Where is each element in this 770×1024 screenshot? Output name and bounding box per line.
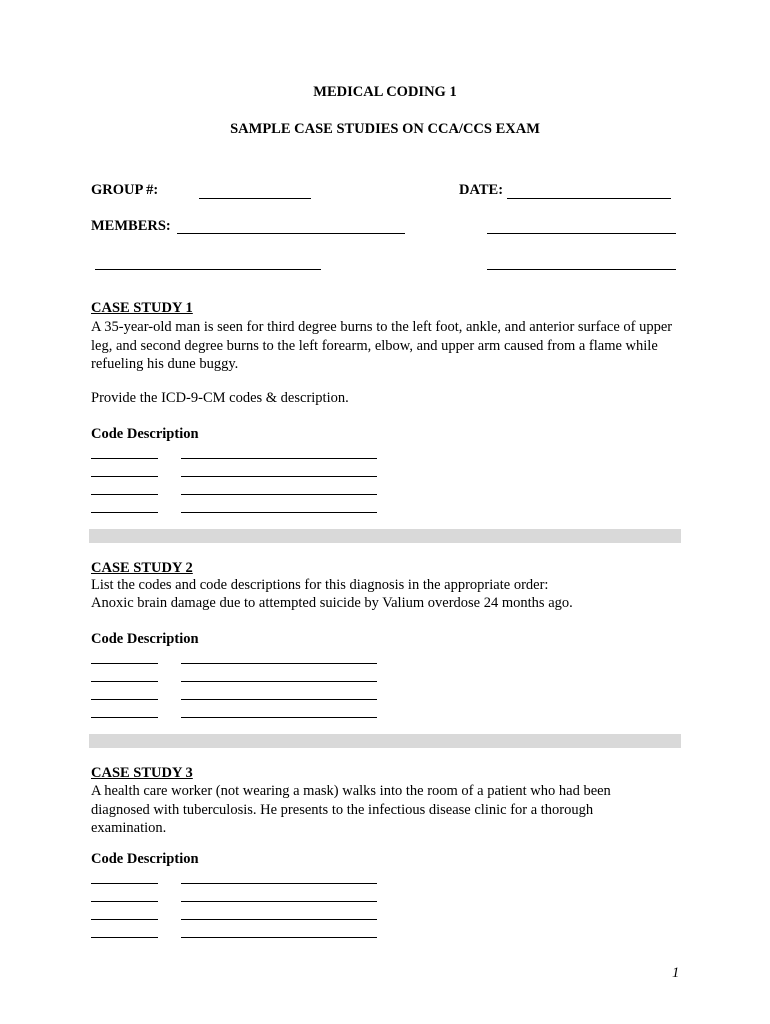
member-field-1[interactable]: [177, 233, 405, 234]
group-field[interactable]: [199, 198, 311, 199]
description-blank: [181, 476, 377, 477]
case-study-1-instruction: Provide the ICD-9-CM codes & description.: [91, 390, 349, 406]
case-study-2-diagnosis: Anoxic brain damage due to attempted suicide by Valium overdose 24 months ago.: [91, 595, 573, 611]
description-blank: [181, 663, 377, 664]
member-field-2[interactable]: [487, 233, 676, 234]
code-row[interactable]: [91, 442, 381, 460]
description-blank: [181, 512, 377, 513]
code-blank: [91, 937, 158, 938]
section-divider: [89, 529, 681, 543]
code-row[interactable]: [91, 496, 381, 514]
code-row[interactable]: [91, 478, 381, 496]
code-blank: [91, 476, 158, 477]
code-blank: [91, 717, 158, 718]
code-blank: [91, 494, 158, 495]
description-blank: [181, 458, 377, 459]
document-subtitle: SAMPLE CASE STUDIES ON CCA/CCS EXAM: [230, 121, 540, 137]
code-row[interactable]: [91, 701, 381, 719]
description-blank: [181, 699, 377, 700]
case-study-3-heading: CASE STUDY 3: [91, 765, 193, 781]
case-study-2-heading: CASE STUDY 2: [91, 560, 193, 576]
code-blank: [91, 458, 158, 459]
code-row[interactable]: [91, 921, 381, 939]
description-blank: [181, 901, 377, 902]
case-study-3-text: A health care worker (not wearing a mask) walks into the room of a patient who had been diagnosed with tuberculosis. He presents to the infectious disease clinic for a thorough examination.: [91, 783, 611, 836]
description-blank: [181, 937, 377, 938]
member-field-3[interactable]: [95, 269, 321, 270]
code-blank: [91, 901, 158, 902]
code-row[interactable]: [91, 885, 381, 903]
code-row[interactable]: [91, 683, 381, 701]
code-blank: [91, 883, 158, 884]
code-row[interactable]: [91, 647, 381, 665]
group-label: GROUP #:: [91, 182, 159, 198]
code-row[interactable]: [91, 867, 381, 885]
case-study-1-heading: CASE STUDY 1: [91, 300, 193, 316]
code-blank: [91, 699, 158, 700]
case-study-1-text: A 35-year-old man is seen for third degree burns to the left foot, ankle, and anterior surface of upper leg, and second degree burns to the left forearm, elbow, and upper arm caused from a flame while refueling his dune buggy.: [91, 319, 673, 372]
code-row[interactable]: [91, 665, 381, 683]
description-blank: [181, 681, 377, 682]
code-blank: [91, 512, 158, 513]
page-number: 1: [672, 965, 680, 981]
case-study-1-code-header: Code Description: [91, 426, 199, 442]
document-title: MEDICAL CODING 1: [313, 84, 457, 100]
description-blank: [181, 494, 377, 495]
code-row[interactable]: [91, 460, 381, 478]
case-study-2-code-header: Code Description: [91, 631, 199, 647]
section-divider: [89, 734, 681, 748]
members-label: MEMBERS:: [91, 218, 171, 234]
description-blank: [181, 919, 377, 920]
code-blank: [91, 681, 158, 682]
date-label: DATE:: [459, 182, 504, 198]
date-field[interactable]: [507, 198, 671, 199]
description-blank: [181, 883, 377, 884]
code-row[interactable]: [91, 903, 381, 921]
code-blank: [91, 919, 158, 920]
description-blank: [181, 717, 377, 718]
case-study-2-text: List the codes and code descriptions for this diagnosis in the appropriate order:: [91, 577, 549, 593]
code-blank: [91, 663, 158, 664]
case-study-3-code-header: Code Description: [91, 851, 199, 867]
member-field-4[interactable]: [487, 269, 676, 270]
